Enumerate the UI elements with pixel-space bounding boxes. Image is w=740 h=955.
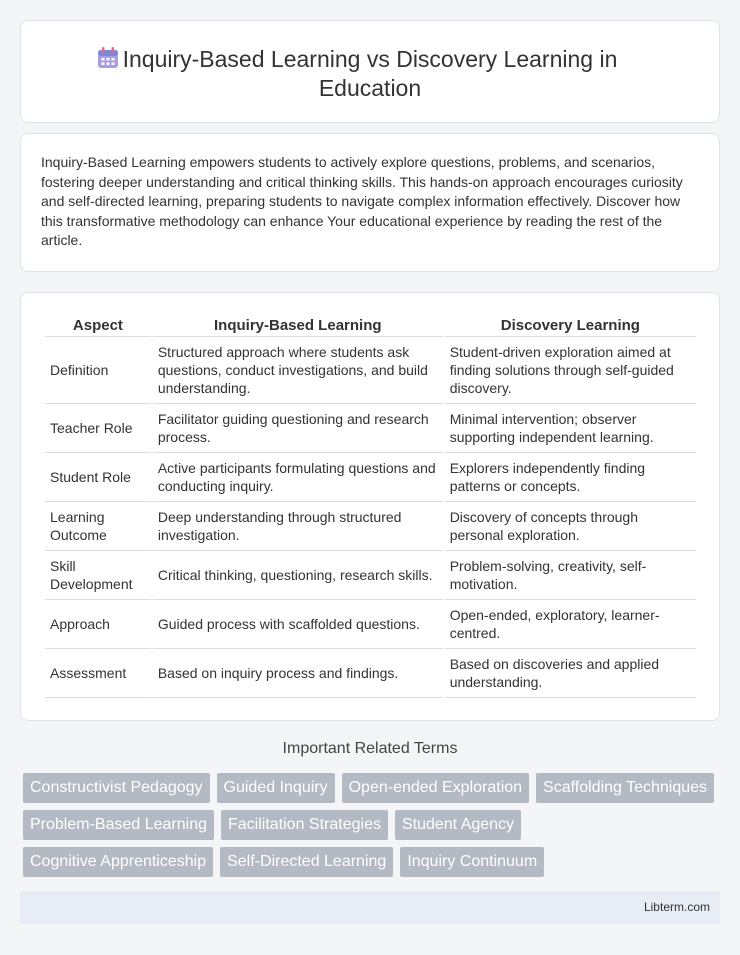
tag-open-ended-exploration[interactable]: Open-ended Exploration	[342, 773, 529, 803]
table-row	[45, 453, 696, 502]
tag-row	[23, 810, 723, 840]
aspect-cell: Learning Outcome	[45, 502, 151, 551]
tag-inquiry-continuum[interactable]: Inquiry Continuum	[400, 847, 544, 877]
table-row	[45, 404, 696, 453]
tag-guided-inquiry[interactable]: Guided Inquiry	[217, 773, 335, 803]
discovery-cell: Discovery of concepts through personal exploration.	[445, 502, 696, 551]
title-card	[20, 20, 720, 123]
header-discovery: Discovery Learning	[445, 315, 696, 337]
tag-row	[23, 773, 723, 803]
intro-card	[20, 133, 720, 272]
comparison-card	[20, 292, 720, 721]
inquiry-cell: Active participants formulating questions and conducting inquiry.	[153, 453, 443, 502]
related-terms-heading: Important Related Terms	[282, 740, 458, 757]
comparison-table	[43, 315, 698, 698]
table-header-row	[45, 315, 696, 337]
header-aspect: Aspect	[45, 315, 151, 337]
table-row	[45, 337, 696, 404]
tag-facilitation-strategies[interactable]: Facilitation Strategies	[221, 810, 388, 840]
tag-student-agency[interactable]: Student Agency	[395, 810, 521, 840]
intro-paragraph: Inquiry-Based Learning empowers students to actively explore questions, problems, and scenarios, fostering deeper understanding and critical thinking skills. This hands-on approach encourages curiosity and self-directed learning, preparing students to navigate complex information effectively. Discover how this transformative methodology can enhance Your educational experience by reading the rest of the article.	[41, 154, 683, 249]
tag-self-directed-learning[interactable]: Self-Directed Learning	[220, 847, 393, 877]
aspect-cell: Skill Development	[45, 551, 151, 600]
discovery-cell: Explorers independently finding patterns or concepts.	[445, 453, 696, 502]
tag-constructivist-pedagogy[interactable]: Constructivist Pedagogy	[23, 773, 210, 803]
aspect-cell: Approach	[45, 600, 151, 649]
page-title: Inquiry-Based Learning vs Discovery Learning in Education	[122, 46, 618, 101]
tag-row	[23, 847, 723, 877]
table-row	[45, 600, 696, 649]
discovery-cell: Problem-solving, creativity, self-motivation.	[445, 551, 696, 600]
tag-cognitive-apprenticeship[interactable]: Cognitive Apprenticeship	[23, 847, 213, 877]
table-row	[45, 649, 696, 698]
discovery-cell: Open-ended, exploratory, learner-centred.	[445, 600, 696, 649]
discovery-cell: Minimal intervention; observer supporting independent learning.	[445, 404, 696, 453]
table-row	[45, 551, 696, 600]
tag-scaffolding-techniques[interactable]: Scaffolding Techniques	[536, 773, 714, 803]
aspect-cell: Definition	[45, 337, 151, 404]
inquiry-cell: Structured approach where students ask questions, conduct investigations, and build understanding.	[153, 337, 443, 404]
inquiry-cell: Based on inquiry process and findings.	[153, 649, 443, 698]
inquiry-cell: Deep understanding through structured investigation.	[153, 502, 443, 551]
inquiry-cell: Guided process with scaffolded questions.	[153, 600, 443, 649]
footer	[20, 891, 720, 924]
aspect-cell: Teacher Role	[45, 404, 151, 453]
aspect-cell: Assessment	[45, 649, 151, 698]
header-inquiry: Inquiry-Based Learning	[153, 315, 443, 337]
aspect-cell: Student Role	[45, 453, 151, 502]
discovery-cell: Student-driven exploration aimed at finding solutions through self-guided discovery.	[445, 337, 696, 404]
table-row	[45, 502, 696, 551]
footer-site-link[interactable]: Libterm.com	[643, 900, 710, 914]
discovery-cell: Based on discoveries and applied understanding.	[445, 649, 696, 698]
inquiry-cell: Facilitator guiding questioning and research process.	[153, 404, 443, 453]
related-terms-list	[23, 773, 723, 884]
inquiry-cell: Critical thinking, questioning, research skills.	[153, 551, 443, 600]
tag-problem-based-learning[interactable]: Problem-Based Learning	[23, 810, 214, 840]
